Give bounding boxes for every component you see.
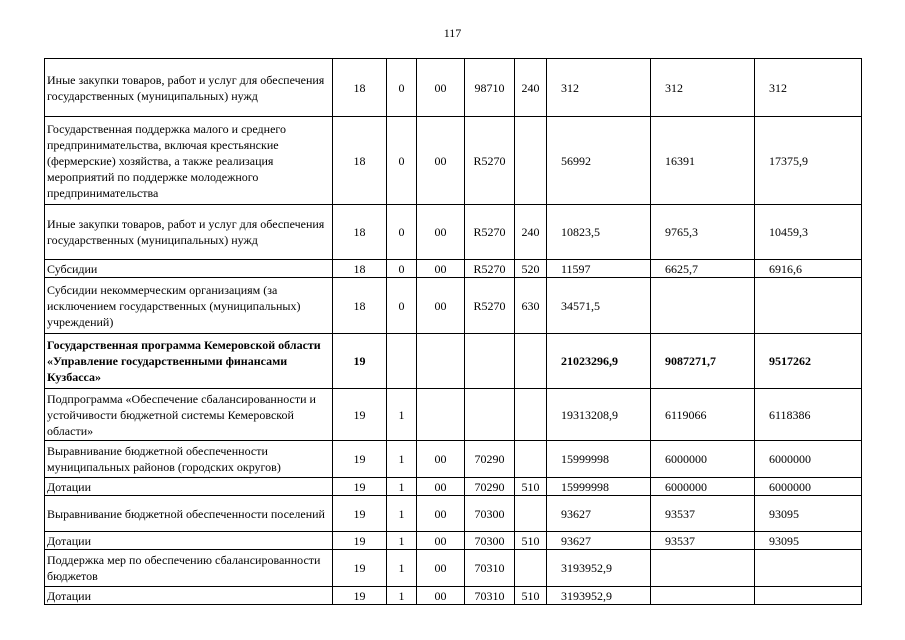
measure-code-cell: 00 [417,550,465,587]
table-row [45,260,862,278]
row-name-cell: Иные закупки товаров, работ и услуг для обеспечения государственных (муниципальных) нужд [45,205,333,260]
amount-year1-cell: 19313208,9 [547,389,651,441]
table-row [45,278,862,334]
subprogram-code-cell: 0 [387,260,417,278]
table-row [45,334,862,389]
budget-table [44,58,862,605]
row-name-cell: Дотации [45,587,333,605]
program-code-cell: 19 [333,532,387,550]
expense-code-cell [465,334,515,389]
expense-code-cell: R5270 [465,117,515,205]
amount-year1-cell: 34571,5 [547,278,651,334]
amount-year2-cell: 6625,7 [651,260,755,278]
amount-year2-cell: 16391 [651,117,755,205]
amount-year1-cell: 93627 [547,496,651,532]
program-code-cell: 18 [333,117,387,205]
amount-year1-cell: 3193952,9 [547,587,651,605]
program-code-cell: 19 [333,334,387,389]
measure-code-cell: 00 [417,587,465,605]
expense-type-cell [515,389,547,441]
expense-code-cell: 70290 [465,478,515,496]
amount-year3-cell: 6000000 [755,478,862,496]
row-name-cell: Субсидии некоммерческим организациям (за исключением государственных (муниципальных) учреждений) [45,278,333,334]
amount-year1-cell: 11597 [547,260,651,278]
row-name-cell: Государственная поддержка малого и среднего предпринимательства, включая крестьянские (фермерские) хозяйства, а также реализация мероприятий по поддержке молодежного предпринимательства [45,117,333,205]
row-name-cell: Поддержка мер по обеспечению сбалансированности бюджетов [45,550,333,587]
expense-type-cell [515,496,547,532]
row-name-cell: Дотации [45,532,333,550]
amount-year2-cell: 9087271,7 [651,334,755,389]
amount-year1-cell: 312 [547,59,651,117]
program-code-cell: 18 [333,59,387,117]
amount-year3-cell [755,278,862,334]
measure-code-cell: 00 [417,205,465,260]
amount-year2-cell: 9765,3 [651,205,755,260]
amount-year2-cell: 312 [651,59,755,117]
program-code-cell: 19 [333,587,387,605]
amount-year1-cell: 15999998 [547,441,651,478]
program-code-cell: 18 [333,278,387,334]
table-row [45,117,862,205]
measure-code-cell: 00 [417,117,465,205]
row-name-cell: Дотации [45,478,333,496]
row-name-cell: Государственная программа Кемеровской области «Управление государственными финансами Кузбасса» [45,334,333,389]
measure-code-cell: 00 [417,532,465,550]
amount-year1-cell: 56992 [547,117,651,205]
program-code-cell: 19 [333,496,387,532]
program-code-cell: 19 [333,441,387,478]
amount-year2-cell [651,278,755,334]
measure-code-cell: 00 [417,278,465,334]
row-name-cell: Иные закупки товаров, работ и услуг для обеспечения государственных (муниципальных) нужд [45,59,333,117]
measure-code-cell: 00 [417,441,465,478]
program-code-cell: 18 [333,260,387,278]
amount-year1-cell: 21023296,9 [547,334,651,389]
amount-year3-cell: 17375,9 [755,117,862,205]
amount-year2-cell: 6000000 [651,441,755,478]
expense-type-cell [515,334,547,389]
expense-type-cell: 240 [515,59,547,117]
subprogram-code-cell: 1 [387,441,417,478]
program-code-cell: 18 [333,205,387,260]
row-name-cell: Субсидии [45,260,333,278]
page-number: 117 [443,26,462,40]
subprogram-code-cell: 0 [387,205,417,260]
measure-code-cell [417,389,465,441]
amount-year2-cell: 6000000 [651,478,755,496]
amount-year3-cell: 6000000 [755,441,862,478]
expense-code-cell: 98710 [465,59,515,117]
subprogram-code-cell: 1 [387,550,417,587]
amount-year3-cell: 6118386 [755,389,862,441]
measure-code-cell [417,334,465,389]
amount-year2-cell: 6119066 [651,389,755,441]
expense-code-cell [465,389,515,441]
amount-year1-cell: 3193952,9 [547,550,651,587]
table-row [45,496,862,532]
row-name-cell: Выравнивание бюджетной обеспеченности муниципальных районов (городских округов) [45,441,333,478]
subprogram-code-cell: 0 [387,117,417,205]
table-row [45,587,862,605]
amount-year3-cell: 312 [755,59,862,117]
amount-year3-cell: 9517262 [755,334,862,389]
measure-code-cell: 00 [417,478,465,496]
amount-year3-cell: 93095 [755,532,862,550]
program-code-cell: 19 [333,478,387,496]
measure-code-cell: 00 [417,260,465,278]
amount-year3-cell: 10459,3 [755,205,862,260]
expense-type-cell: 510 [515,587,547,605]
expense-type-cell: 630 [515,278,547,334]
amount-year3-cell [755,587,862,605]
amount-year2-cell [651,587,755,605]
subprogram-code-cell: 1 [387,478,417,496]
expense-code-cell: R5270 [465,205,515,260]
subprogram-code-cell: 1 [387,587,417,605]
amount-year2-cell [651,550,755,587]
measure-code-cell: 00 [417,59,465,117]
table-row [45,532,862,550]
table-row [45,441,862,478]
amount-year3-cell: 93095 [755,496,862,532]
table-row [45,478,862,496]
amount-year3-cell: 6916,6 [755,260,862,278]
row-name-cell: Подпрограмма «Обеспечение сбалансированности и устойчивости бюджетной системы Кемеровской области» [45,389,333,441]
expense-type-cell: 510 [515,478,547,496]
expense-type-cell [515,117,547,205]
expense-type-cell [515,441,547,478]
amount-year2-cell: 93537 [651,496,755,532]
expense-code-cell: 70310 [465,550,515,587]
expense-type-cell: 510 [515,532,547,550]
program-code-cell: 19 [333,550,387,587]
table-row [45,205,862,260]
expense-code-cell: 70300 [465,532,515,550]
expense-code-cell: 70290 [465,441,515,478]
expense-code-cell: R5270 [465,278,515,334]
subprogram-code-cell [387,334,417,389]
amount-year1-cell: 10823,5 [547,205,651,260]
expense-code-cell: 70310 [465,587,515,605]
amount-year1-cell: 15999998 [547,478,651,496]
amount-year2-cell: 93537 [651,532,755,550]
expense-type-cell: 520 [515,260,547,278]
subprogram-code-cell: 1 [387,532,417,550]
measure-code-cell: 00 [417,496,465,532]
table-row [45,389,862,441]
expense-type-cell: 240 [515,205,547,260]
amount-year3-cell [755,550,862,587]
subprogram-code-cell: 0 [387,278,417,334]
expense-type-cell [515,550,547,587]
expense-code-cell: R5270 [465,260,515,278]
program-code-cell: 19 [333,389,387,441]
amount-year1-cell: 93627 [547,532,651,550]
table-row [45,550,862,587]
row-name-cell: Выравнивание бюджетной обеспеченности поселений [45,496,333,532]
subprogram-code-cell: 1 [387,389,417,441]
table-row [45,59,862,117]
subprogram-code-cell: 1 [387,496,417,532]
expense-code-cell: 70300 [465,496,515,532]
subprogram-code-cell: 0 [387,59,417,117]
